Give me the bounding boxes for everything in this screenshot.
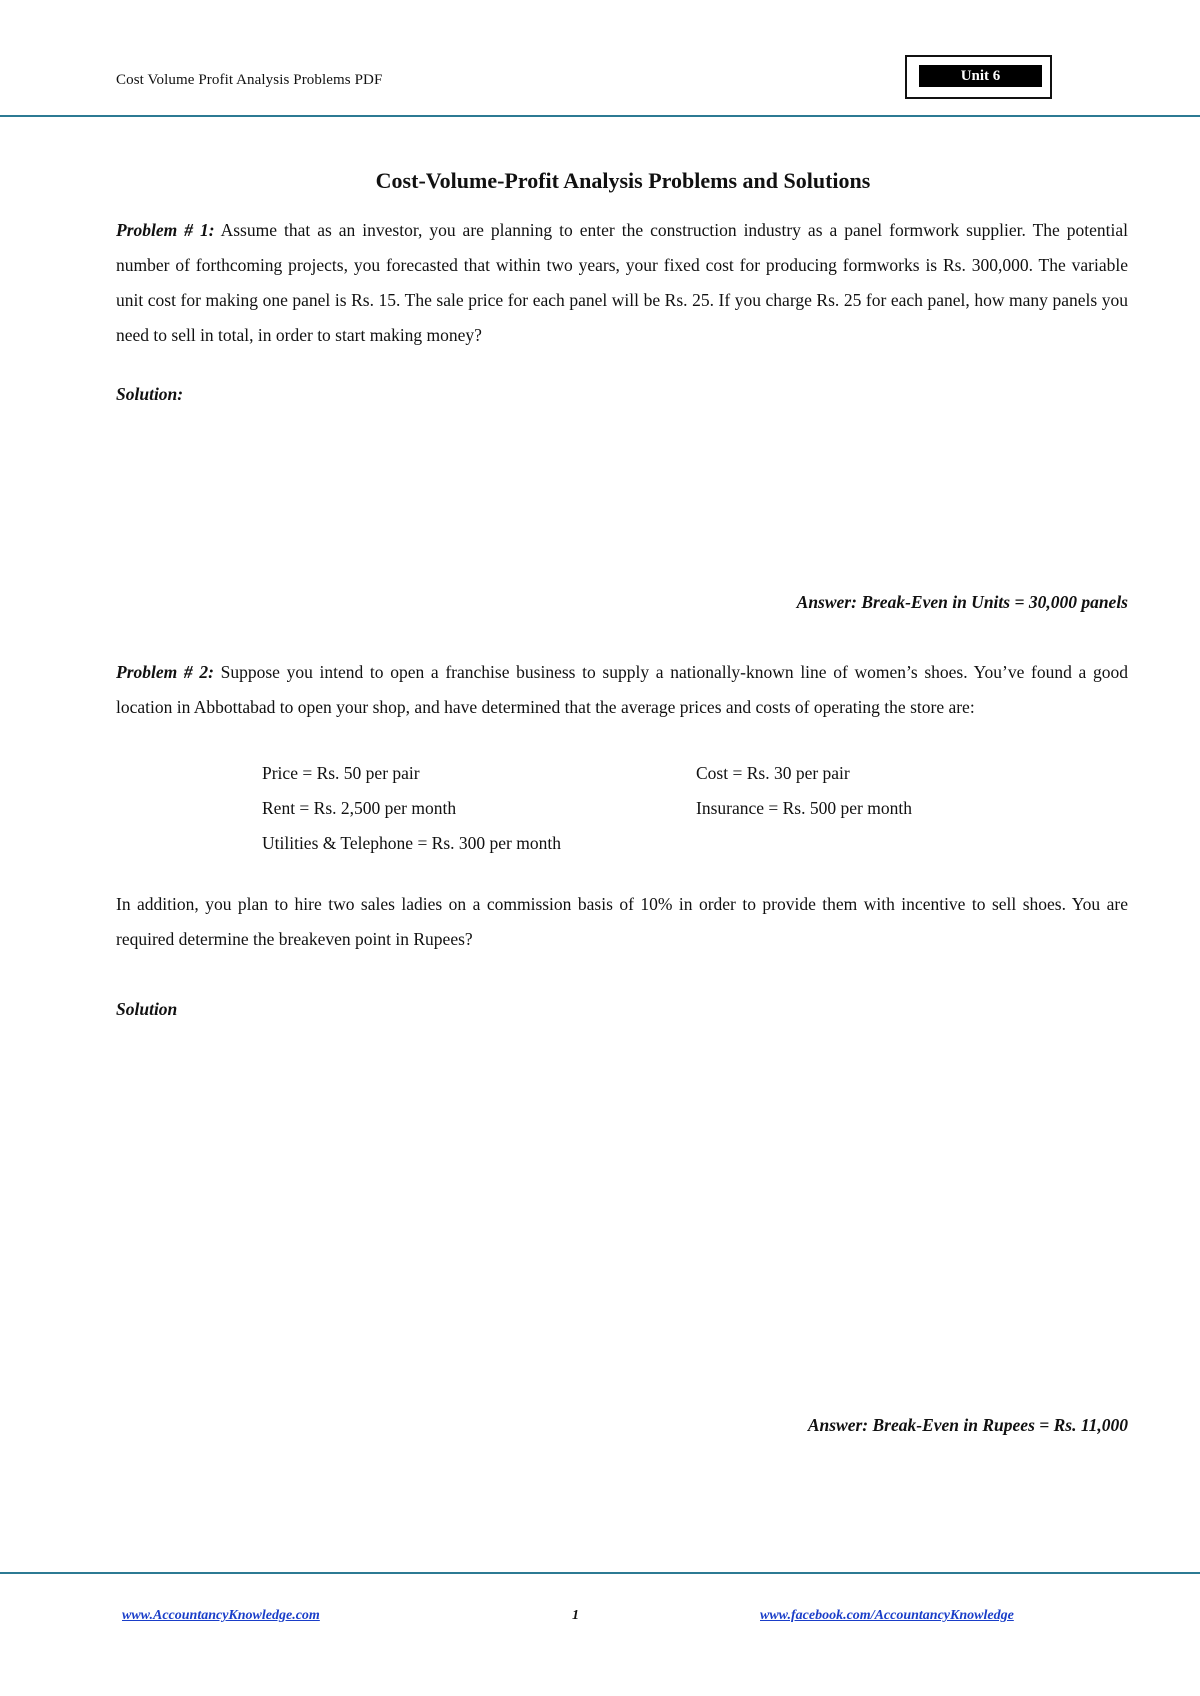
document-title: Cost-Volume-Profit Analysis Problems and Solutions [375, 168, 871, 193]
cost-price: Price = Rs. 50 per pair [262, 763, 420, 783]
header-title: Cost Volume Profit Analysis Problems PDF [116, 72, 383, 88]
page-number: 1 [572, 1608, 579, 1623]
cost-rent: Rent = Rs. 2,500 per month [262, 798, 457, 818]
footer-divider [0, 1572, 1200, 1574]
problem-1-answer: Answer: Break-Even in Units = 30,000 panels [796, 592, 1128, 612]
unit-badge [905, 55, 1052, 99]
problem-2-paragraph [116, 655, 1128, 725]
cost-utilities: Utilities & Telephone = Rs. 300 per month [262, 833, 561, 853]
problem-2-addition: In addition, you plan to hire two sales ladies on a commission basis of 10% in order to provide them with incentive to sell shoes. You are required determine the breakeven point in Rupees? [116, 894, 1128, 949]
problem-1-text: Assume that as an investor, you are planning to enter the construction industry as a panel formwork supplier. The potential number of forthcoming projects, you forecasted that within two years, your fixed cost for producing formworks is Rs. 300,000. The variable unit cost for making one panel is Rs. 15. The sale price for each panel will be Rs. 25. If you charge Rs. 25 for each panel, how many panels you need to sell in total, in order to start making money? [116, 220, 1129, 345]
problem-1-solution-label: Solution: [116, 384, 184, 404]
footer-website-link[interactable]: www.AccountancyKnowledge.com [122, 1608, 320, 1623]
cost-unit-cost: Cost = Rs. 30 per pair [696, 763, 850, 783]
problem-1-lead: Problem # 1: [116, 220, 215, 240]
cost-insurance: Insurance = Rs. 500 per month [696, 798, 912, 818]
problem-2-lead: Problem # 2: [116, 662, 214, 682]
header-divider [0, 115, 1200, 117]
problem-2-answer: Answer: Break-Even in Rupees = Rs. 11,000 [807, 1415, 1128, 1435]
problem-2-text: Suppose you intend to open a franchise business to supply a nationally-known line of women’s shoes. You’ve found a good location in Abbottabad to open your shop, and have determined that the average prices and costs of operating the store are: [116, 662, 1128, 717]
problem-1-paragraph [116, 213, 1128, 353]
problem-2-solution-label: Solution [116, 999, 178, 1019]
footer-facebook-link[interactable]: www.facebook.com/AccountancyKnowledge [760, 1608, 1014, 1623]
unit-label: Unit 6 [919, 65, 1042, 87]
